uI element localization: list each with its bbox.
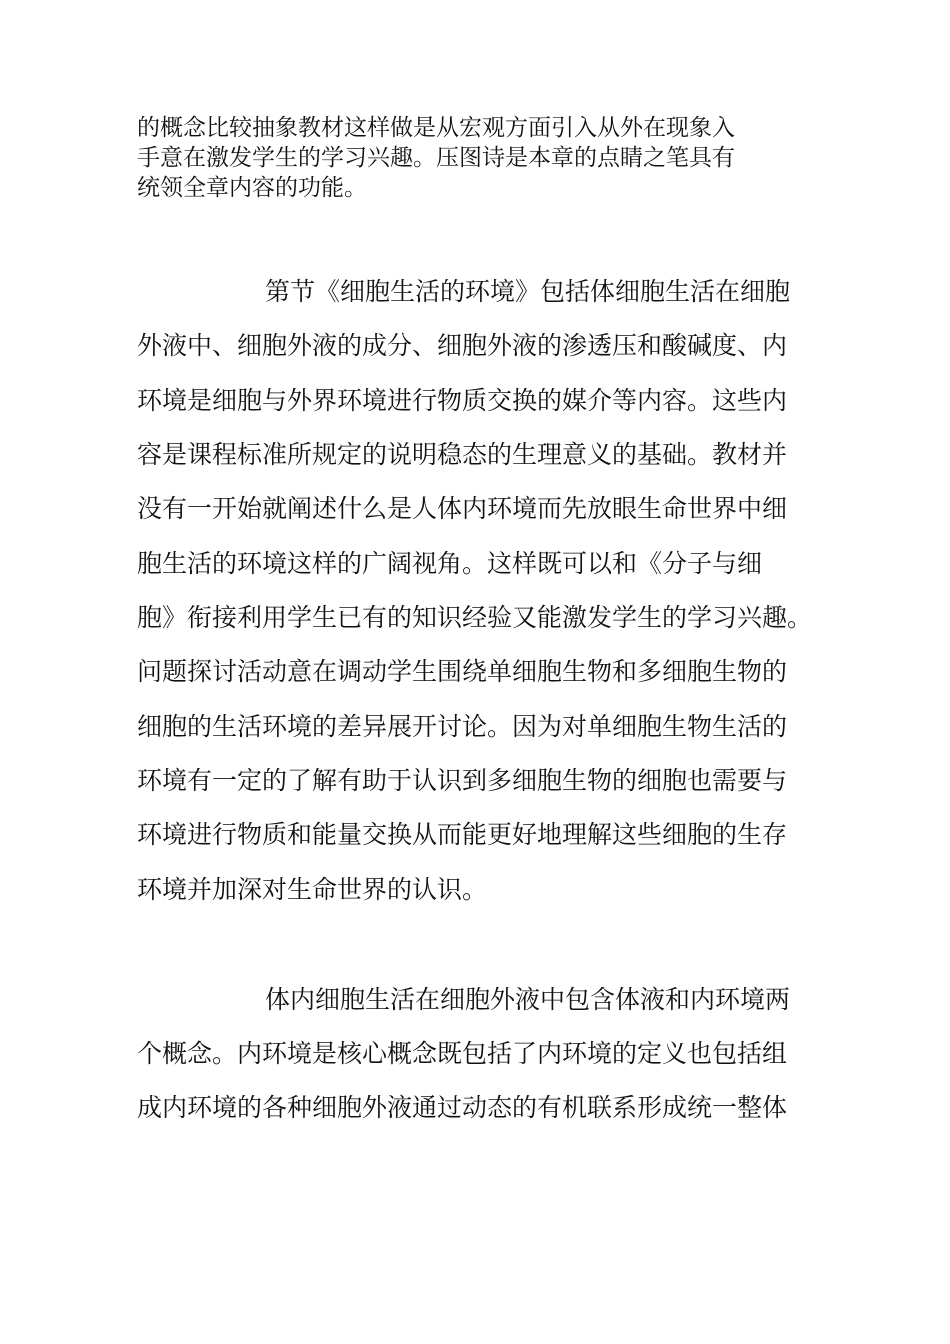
text-line: 没有一开始就阐述什么是人体内环境而先放眼生命世界中细 [137, 494, 788, 523]
text-line: 第节《细胞生活的环境》包括体细胞生活在细胞 [265, 277, 791, 306]
text-line: 统领全章内容的功能。 [137, 175, 367, 201]
text-line: 问题探讨活动意在调动学生围绕单细胞生物和多细胞生物的 [137, 657, 788, 686]
text-line: 容是课程标准所规定的说明稳态的生理意义的基础。教材并 [137, 440, 788, 469]
text-line: 细胞的生活环境的差异展开讨论。因为对单细胞生物生活的 [137, 712, 788, 741]
text-line: 环境有一定的了解有助于认识到多细胞生物的细胞也需要与 [137, 766, 788, 795]
text-line: 胞生活的环境这样的广阔视角。这样既可以和《分子与细 [137, 549, 763, 578]
text-line: 手意在激发学生的学习兴趣。压图诗是本章的点睛之笔具有 [137, 145, 735, 171]
text-line: 环境进行物质和能量交换从而能更好地理解这些细胞的生存 [137, 820, 788, 849]
text-line: 胞》衔接利用学生已有的知识经验又能激发学生的学习兴趣。 [137, 603, 813, 632]
text-line: 环境是细胞与外界环境进行物质交换的媒介等内容。这些内 [137, 386, 788, 415]
text-line: 成内环境的各种细胞外液通过动态的有机联系形成统一整体 [137, 1093, 788, 1122]
text-line: 的概念比较抽象教材这样做是从宏观方面引入从外在现象入 [137, 115, 735, 141]
text-line: 个概念。内环境是核心概念既包括了内环境的定义也包括组 [137, 1039, 788, 1068]
text-line: 体内细胞生活在细胞外液中包含体液和内环境两 [265, 985, 791, 1014]
text-line: 环境并加深对生命世界的认识。 [137, 875, 488, 904]
text-line: 外液中、细胞外液的成分、细胞外液的渗透压和酸碱度、内 [137, 331, 788, 360]
